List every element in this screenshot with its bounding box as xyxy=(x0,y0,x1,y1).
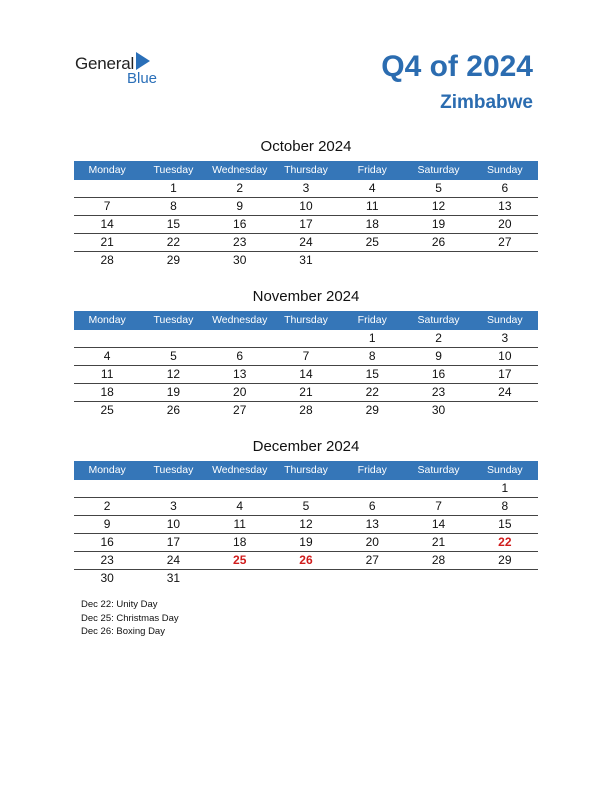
day-cell: 12 xyxy=(431,199,446,213)
weekday-header xyxy=(74,461,538,480)
day-cell: 11 xyxy=(100,367,114,381)
day-cell: 4 xyxy=(236,499,244,513)
logo-text-general: General xyxy=(75,54,135,73)
month-october xyxy=(74,137,538,269)
day-cell: 13 xyxy=(365,517,379,531)
weekday-label: Monday xyxy=(88,464,126,476)
day-cell: 29 xyxy=(498,553,512,567)
week-row xyxy=(74,330,538,348)
day-cell: 8 xyxy=(368,349,376,363)
day-cell: 27 xyxy=(233,403,247,417)
day-cell: 23 xyxy=(431,385,446,399)
day-cell: 30 xyxy=(431,403,446,417)
day-cell: 29 xyxy=(365,403,379,417)
day-cell: 16 xyxy=(431,367,446,381)
day-cell: 20 xyxy=(498,217,512,231)
day-cell: 28 xyxy=(100,253,114,267)
day-cell: 18 xyxy=(100,385,114,399)
week-row xyxy=(74,516,538,534)
day-cell: 30 xyxy=(100,571,114,585)
day-cell: 27 xyxy=(498,235,512,249)
empty-day-cell xyxy=(74,480,140,497)
day-cell: 23 xyxy=(100,553,114,567)
weekday-label: Thursday xyxy=(284,314,328,326)
logo-text-blue: Blue xyxy=(127,70,158,87)
day-cell: 25 xyxy=(100,403,114,417)
day-cell: 21 xyxy=(431,535,446,549)
week-row xyxy=(74,402,538,419)
day-cell: 17 xyxy=(299,217,313,231)
week-row xyxy=(74,198,538,216)
day-cell: 28 xyxy=(299,403,313,417)
day-cell: 19 xyxy=(431,217,446,231)
day-cell: 15 xyxy=(365,367,379,381)
day-cell: 7 xyxy=(103,199,111,213)
empty-day-cell xyxy=(405,252,471,269)
weekday-label: Sunday xyxy=(487,164,523,176)
day-cell: 31 xyxy=(166,571,181,585)
empty-day-cell xyxy=(207,570,273,587)
week-row xyxy=(74,348,538,366)
day-cell: 1 xyxy=(170,181,177,195)
day-cell: 6 xyxy=(501,181,509,195)
empty-day-cell xyxy=(273,330,339,347)
day-cell: 7 xyxy=(435,499,442,513)
day-cell: 4 xyxy=(368,181,376,195)
week-row xyxy=(74,234,538,252)
weekday-label: Wednesday xyxy=(212,314,268,326)
day-cell: 12 xyxy=(299,517,313,531)
week-row xyxy=(74,498,538,516)
day-cell: 11 xyxy=(233,517,246,531)
weekday-label: Thursday xyxy=(284,464,328,476)
month-title: November 2024 xyxy=(252,288,360,305)
weekday-label: Monday xyxy=(88,164,126,176)
day-cell: 1 xyxy=(368,331,376,345)
weekday-label: Friday xyxy=(357,464,387,476)
day-cell: 20 xyxy=(365,535,379,549)
day-cell: 25 xyxy=(365,235,379,249)
weekday-header xyxy=(74,161,538,180)
page-title: Q4 of 2024 xyxy=(381,50,533,83)
day-cell: 21 xyxy=(299,385,313,399)
country-name: Zimbabwe xyxy=(440,92,533,113)
empty-day-cell xyxy=(74,180,140,197)
day-cell: 18 xyxy=(365,217,379,231)
day-cell: 22 xyxy=(365,385,379,399)
day-cell: 8 xyxy=(501,499,509,513)
month-title: October 2024 xyxy=(260,138,352,155)
day-cell: 3 xyxy=(170,499,177,513)
week-row xyxy=(74,252,538,269)
week-row xyxy=(74,180,538,198)
week-row xyxy=(74,534,538,552)
empty-day-cell xyxy=(339,480,405,497)
month-title: December 2024 xyxy=(252,438,360,455)
month-november xyxy=(74,287,538,419)
empty-day-cell xyxy=(472,570,538,587)
day-cell: 9 xyxy=(435,349,442,363)
day-cell: 18 xyxy=(233,535,247,549)
day-cell: 7 xyxy=(302,349,310,363)
weekday-label: Tuesday xyxy=(153,464,194,476)
weekday-label: Friday xyxy=(357,164,387,176)
day-cell: 16 xyxy=(233,217,247,231)
day-cell: 5 xyxy=(302,499,310,513)
day-cell: 2 xyxy=(435,331,442,345)
day-cell: 4 xyxy=(103,349,111,363)
day-cell: 29 xyxy=(166,253,181,267)
day-cell: 25 xyxy=(233,553,247,567)
day-cell: 27 xyxy=(365,553,379,567)
empty-day-cell xyxy=(273,480,339,497)
day-cell: 22 xyxy=(166,235,181,249)
day-cell: 9 xyxy=(103,517,111,531)
day-cell: 21 xyxy=(100,235,114,249)
day-cell: 5 xyxy=(435,181,442,195)
week-row xyxy=(74,552,538,570)
day-cell: 14 xyxy=(100,217,114,231)
empty-day-cell xyxy=(273,570,339,587)
day-cell: 24 xyxy=(166,553,181,567)
day-cell: 17 xyxy=(498,367,512,381)
weekday-header xyxy=(74,311,538,330)
day-cell: 15 xyxy=(166,217,181,231)
day-cell: 19 xyxy=(166,385,181,399)
weekday-label: Monday xyxy=(88,314,126,326)
holiday-note: Dec 22: Unity Day xyxy=(81,599,158,610)
day-cell: 30 xyxy=(233,253,247,267)
empty-day-cell xyxy=(140,480,206,497)
day-cell: 3 xyxy=(501,331,509,345)
day-cell: 20 xyxy=(233,385,247,399)
weekday-label: Friday xyxy=(357,314,387,326)
day-cell: 5 xyxy=(170,349,177,363)
day-cell: 2 xyxy=(103,499,111,513)
day-cell: 13 xyxy=(498,199,512,213)
weekday-label: Saturday xyxy=(417,464,460,476)
week-row xyxy=(74,366,538,384)
day-cell: 11 xyxy=(366,199,379,213)
day-cell: 31 xyxy=(299,253,313,267)
day-cell: 17 xyxy=(166,535,181,549)
weekday-label: Wednesday xyxy=(212,464,268,476)
day-cell: 9 xyxy=(236,199,244,213)
holiday-note: Dec 26: Boxing Day xyxy=(81,626,165,637)
day-cell: 24 xyxy=(498,385,512,399)
day-cell: 10 xyxy=(299,199,313,213)
logo-flag-icon xyxy=(136,52,150,70)
day-cell: 6 xyxy=(236,349,244,363)
day-cell: 10 xyxy=(166,517,181,531)
day-cell: 14 xyxy=(431,517,446,531)
weekday-label: Sunday xyxy=(487,464,523,476)
weekday-label: Tuesday xyxy=(153,314,194,326)
weekday-label: Wednesday xyxy=(212,164,268,176)
day-cell: 22 xyxy=(498,535,512,549)
day-cell: 26 xyxy=(431,235,446,249)
empty-day-cell xyxy=(207,330,273,347)
day-cell: 15 xyxy=(498,517,512,531)
week-row xyxy=(74,384,538,402)
weekday-label: Saturday xyxy=(417,314,460,326)
day-cell: 10 xyxy=(498,349,512,363)
day-cell: 3 xyxy=(302,181,310,195)
day-cell: 23 xyxy=(233,235,247,249)
day-cell: 16 xyxy=(100,535,114,549)
day-cell: 14 xyxy=(299,367,313,381)
day-cell: 28 xyxy=(431,553,446,567)
empty-day-cell xyxy=(339,252,405,269)
empty-day-cell xyxy=(140,330,206,347)
general-blue-logo xyxy=(75,52,175,88)
day-cell: 1 xyxy=(501,481,509,495)
week-row xyxy=(74,480,538,498)
day-cell: 6 xyxy=(368,499,376,513)
holiday-note: Dec 25: Christmas Day xyxy=(81,612,179,624)
day-cell: 26 xyxy=(166,403,181,417)
empty-day-cell xyxy=(405,570,471,587)
month-december xyxy=(74,437,538,587)
empty-day-cell xyxy=(472,402,538,419)
day-cell: 12 xyxy=(166,367,181,381)
weekday-label: Sunday xyxy=(487,314,523,326)
day-cell: 2 xyxy=(236,181,244,195)
week-row xyxy=(74,216,538,234)
empty-day-cell xyxy=(472,252,538,269)
weekday-label: Saturday xyxy=(417,164,460,176)
day-cell: 26 xyxy=(299,553,313,567)
day-cell: 24 xyxy=(299,235,313,249)
day-cell: 13 xyxy=(233,367,247,381)
weekday-label: Thursday xyxy=(284,164,328,176)
empty-day-cell xyxy=(339,570,405,587)
week-row xyxy=(74,570,538,587)
empty-day-cell xyxy=(405,480,471,497)
day-cell: 19 xyxy=(299,535,313,549)
empty-day-cell xyxy=(74,330,140,347)
holiday-notes xyxy=(81,598,179,639)
weekday-label: Tuesday xyxy=(153,164,194,176)
empty-day-cell xyxy=(207,480,273,497)
day-cell: 8 xyxy=(170,199,177,213)
